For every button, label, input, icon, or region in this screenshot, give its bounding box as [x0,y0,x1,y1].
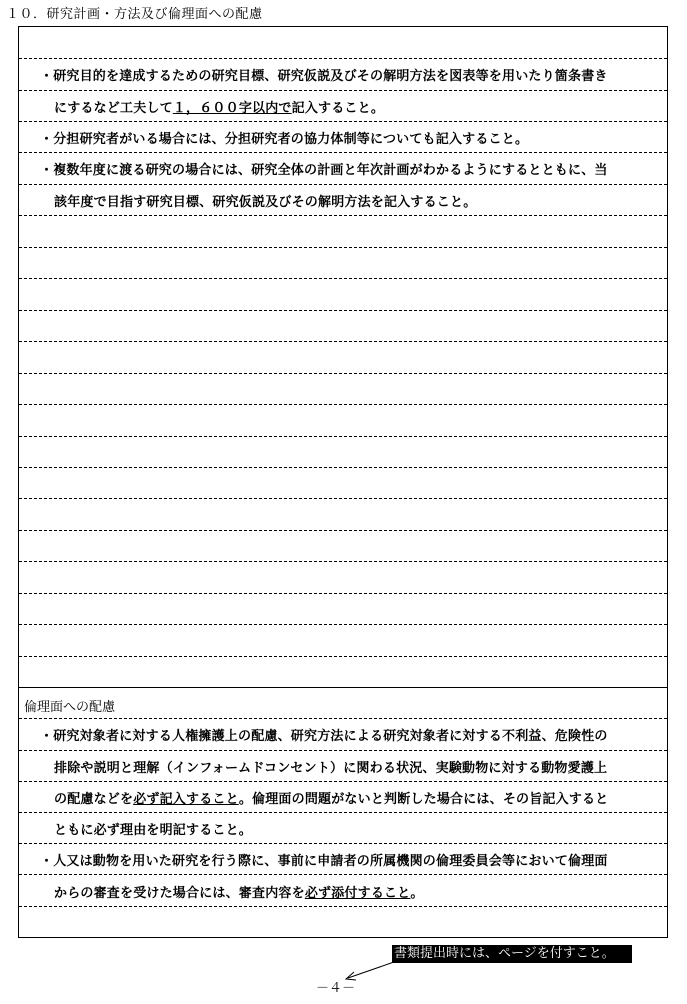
ethics-bullet-1-line-1: ・研究対象者に対する人権擁護上の配慮、研究方法による研究対象者に対する不利益、危険性の [40,729,608,744]
ethics-bullet-1-line-3: の配慮などを必ず記入すること。倫理面の問題がないと判断した場合には、その旨記入すると [54,792,609,807]
plan-bullet-3-line-2: 該年度で目指す研究目標、研究仮説及びその解明方法を記入すること。 [54,195,477,210]
page-number: －４－ [316,981,356,996]
ethics-bullet-2-line-2: からの審査を受けた場合には、審査内容を必ず添付すること。 [54,886,424,901]
plan-bullet-3-line-1: ・複数年度に渡る研究の場合には、研究全体の計画と年次計画がわかるようにするとともに、当 [40,163,608,178]
section-title: １０．研究計画・方法及び倫理面への配慮 [6,7,263,22]
char-limit-underlined: １，６００字以内で [172,101,292,116]
submission-note: 書類提出時には、ページを付すこと。 [392,945,632,963]
ethics-bullet-1-line-2: 排除や説明と理解（インフォームドコンセント）に関わる状況、実験動物に対する動物愛護上 [54,761,608,776]
ethics-bullet-1-line-4: ともに必ず理由を明記すること。 [54,823,253,838]
plan-bullet-1-line-2: にするなど工夫して１，６００字以内で記入すること。 [54,101,385,116]
plan-bullet-1-line-1: ・研究目的を達成するための研究目標、研究仮説及びその解明方法を図表等を用いたり箇条書き [40,69,608,84]
ethics-heading: 倫理面への配慮 [24,700,116,715]
ethics-bullet-2-line-1: ・人又は動物を用いた研究を行う際に、事前に申請者の所属機関の倫理委員会等において倫理面 [40,854,608,869]
plan-bullet-2: ・分担研究者がいる場合には、分担研究者の協力体制等についても記入すること。 [40,132,529,147]
must-attach-underlined: 必ず添付すること [304,886,411,901]
must-record-underlined: 必ず記入すること [133,792,239,807]
